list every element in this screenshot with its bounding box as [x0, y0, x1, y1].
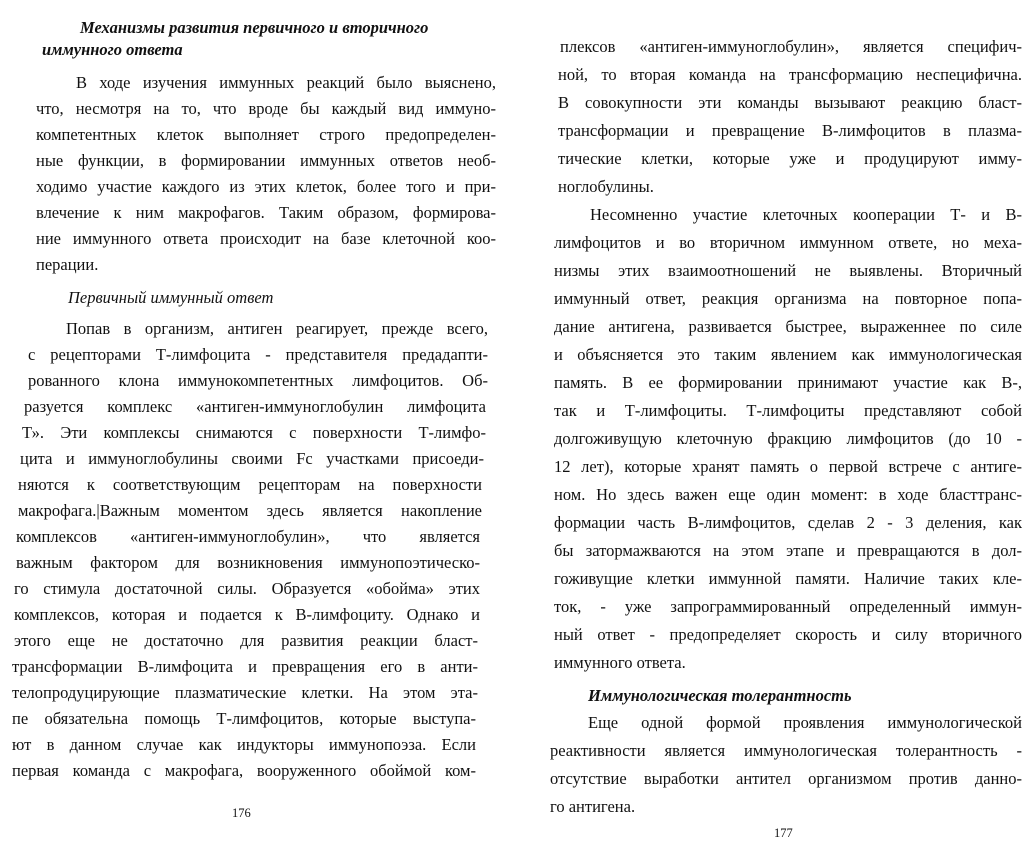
text-line: ходимо участие каждого из этих клеток, более того и при-: [36, 177, 496, 196]
right-page: [512, 0, 1024, 845]
text-line: дание антигена, развивается быстрее, выраженнее по силе: [554, 317, 1022, 336]
text-line: низмы этих взаимоотношений не выявлены. Вторичный: [554, 261, 1022, 280]
subheading-immunological-tolerance: Иммунологическая толерантность: [588, 686, 852, 705]
text-line: няются к соответствующим рецепторам на поверхности: [18, 475, 482, 494]
text-line: го антигена.: [550, 797, 636, 816]
text-line: и объясняется это таким явлением как иммунологическая: [554, 345, 1022, 364]
text-line: реактивности является иммунологическая толерантность -: [550, 741, 1022, 760]
text-line: тические клетки, которые уже и продуцируют имму-: [558, 149, 1022, 168]
text-line: бы затормажваются на этом этапе и превращаются в дол-: [554, 541, 1022, 560]
text-line: долгоживущую клеточную фракцию лимфоцитов (до 10 -: [554, 429, 1022, 448]
text-line: компетентных клеток выполняет строго предопределен-: [36, 125, 496, 144]
text-line: иммунный ответ, реакция организма на повторное попа-: [554, 289, 1022, 308]
subheading-primary-response: Первичный иммунный ответ: [68, 288, 274, 307]
text-line: формации часть В-лимфоцитов, сделав 2 - 3 деления, как: [554, 513, 1022, 532]
text-line: ные функции, в формировании иммунных ответов необ-: [36, 151, 496, 170]
text-line: В совокупности эти команды вызывают реакцию бласт-: [558, 93, 1022, 112]
text-line: влечение к ним макрофагов. Таким образом, формирова-: [36, 203, 496, 222]
page-number: 176: [232, 806, 251, 820]
text-line: перации.: [36, 255, 99, 274]
text-line: макрофага.|Важным моментом здесь является накопление: [18, 501, 482, 520]
section-title-line2: иммунного ответа: [42, 40, 183, 59]
text-line: трансформации В-лимфоцита и превращения его в анти-: [12, 657, 478, 676]
text-line: ние иммунного ответа происходит на базе клеточной коо-: [36, 229, 496, 248]
text-line: комплексов «антиген-иммуноглобулин», что является: [16, 527, 480, 546]
text-line: иммунного ответа.: [554, 653, 686, 672]
section-title-line1: Механизмы развития первичного и вторичного: [80, 18, 429, 37]
text-line: плексов «антиген-иммуноглобулин», является специфич-: [560, 37, 1022, 56]
text-line: ноглобулины.: [558, 177, 654, 196]
text-line: Несомненно участие клеточных кооперации Т- и В-: [590, 205, 1022, 224]
text-line: что, несмотря на то, что вроде бы каждый вид иммуно-: [36, 99, 496, 118]
text-line: ной, то вторая команда на трансформацию неспецифична.: [558, 65, 1022, 84]
text-line: Еще одной формой проявления иммунологической: [588, 713, 1022, 732]
text-line: первая команда с макрофага, вооруженного обоймой ком-: [12, 761, 476, 780]
text-line: В ходе изучения иммунных реакций было выяснено,: [76, 73, 496, 92]
text-line: лимфоцитов и во вторичном иммунном ответе, но меха-: [554, 233, 1022, 252]
text-line: память. В ее формировании принимают участие как В-,: [554, 373, 1022, 392]
text-line: с рецепторами Т-лимфоцита - представителя предадапти-: [28, 345, 488, 364]
text-line: этого еще не достаточно для развития реакции бласт-: [14, 631, 478, 650]
text-line: гоживущие клетки иммунной памяти. Наличие таких кле-: [554, 569, 1022, 588]
text-line: ном. Но здесь важен еще один момент: в ходе бласттранс-: [554, 485, 1022, 504]
text-line: отсутствие выработки антител организмом против данно-: [550, 769, 1022, 788]
text-line: трансформации и превращение В-лимфоцитов в плазма-: [558, 121, 1022, 140]
text-line: разуется комплекс «антиген-иммуноглобулин лимфоцита: [24, 397, 486, 416]
text-line: комплексов, которая и подается к В-лимфоциту. Однако и: [14, 605, 480, 624]
text-line: ток, - уже запрограммированный определенный иммун-: [554, 597, 1022, 616]
page-number: 177: [774, 826, 793, 840]
text-line: ный ответ - предопределяет скорость и силу вторичного: [554, 625, 1022, 644]
text-line: рованного клона иммунокомпетентных лимфоцитов. Об-: [28, 371, 488, 390]
text-line: важным фактором для возникновения иммунопоэтическо-: [16, 553, 480, 572]
text-line: так и Т-лимфоциты. Т-лимфоциты представляют собой: [554, 401, 1022, 420]
text-line: пе обязательна помощь Т-лимфоцитов, которые выступа-: [12, 709, 476, 728]
text-line: 12 лет), которые хранят память о первой встрече с антиге-: [554, 457, 1022, 476]
text-line: телопродуцирующие плазматические клетки. На этом эта-: [12, 683, 478, 702]
text-line: ют в данном случае как индукторы иммунопоэза. Если: [12, 735, 476, 754]
text-line: го стимула достаточной силы. Образуется «обойма» этих: [14, 579, 480, 598]
text-line: Т». Эти комплексы снимаются с поверхности Т-лимфо-: [22, 423, 486, 442]
text-line: Попав в организм, антиген реагирует, прежде всего,: [66, 319, 488, 338]
text-line: цита и иммуноглобулины своими Fc участками присоеди-: [20, 449, 484, 468]
